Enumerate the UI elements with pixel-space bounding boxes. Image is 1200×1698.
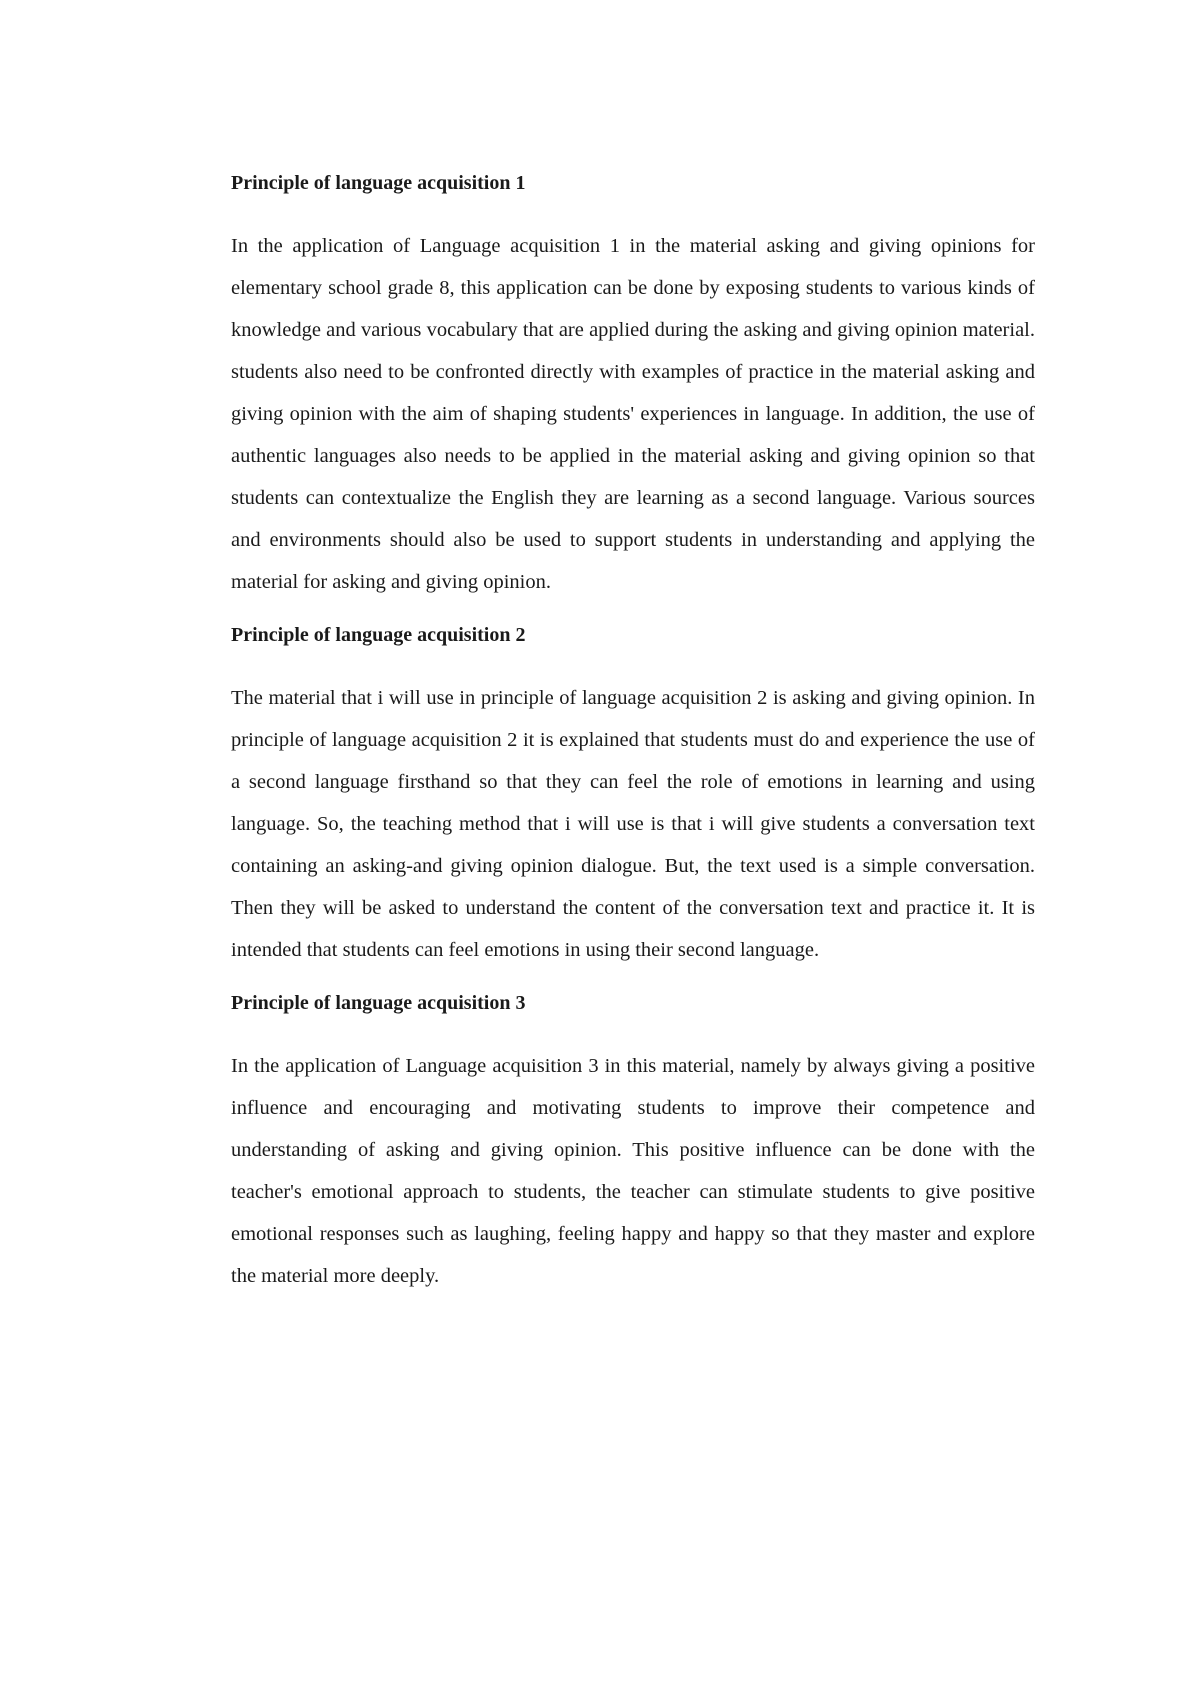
section-2-body: The material that i will use in principle of language acquisition 2 is asking and giving opinion. In principle of language acquisition 2 it is explained that students must do and experience the use of a second language firsthand so that they can feel the role of emotions in learning and using language. So, the teaching method that i will use is that i will give students a conversation text containing an asking-and giving opinion dialogue. But, the text used is a simple conversation. Then they will be asked to understand the content of the conversation text and practice it. It is intended that students can feel emotions in using their second language. xyxy=(231,687,1035,961)
section-3-heading: Principle of language acquisition 3 xyxy=(231,992,526,1014)
section-2-heading: Principle of language acquisition 2 xyxy=(231,624,526,646)
section-3-body: In the application of Language acquisition 3 in this material, namely by always giving a positive influence and encouraging and motivating students to improve their competence and understanding of asking and giving opinion. This positive influence can be done with the teacher's emotional approach to students, the teacher can stimulate students to give positive emotional responses such as laughing, feeling happy and happy so that they master and explore the material more deeply. xyxy=(231,1055,1035,1287)
section-1-body: In the application of Language acquisition 1 in the material asking and giving opinions for elementary school grade 8, this application can be done by exposing students to various kinds of knowledge and various vocabulary that are applied during the asking and giving opinion material. students also need to be confronted directly with examples of practice in the material asking and giving opinion with the aim of shaping students' experiences in language. In addition, the use of authentic languages also needs to be applied in the material asking and giving opinion so that students can contextualize the English they are learning as a second language. Various sources and environments should also be used to support students in understanding and applying the material for asking and giving opinion. xyxy=(231,235,1035,593)
document-content xyxy=(231,170,1035,1316)
section-1-heading: Principle of language acquisition 1 xyxy=(231,172,526,194)
